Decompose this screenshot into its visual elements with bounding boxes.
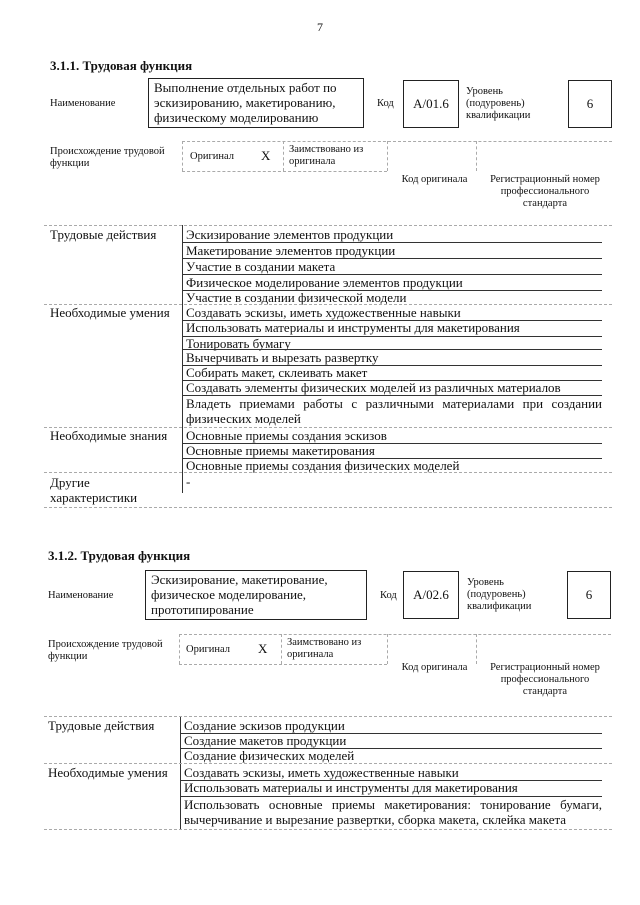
origin-table-top (182, 141, 612, 142)
table-row: Участие в создании физической модели (186, 290, 407, 305)
original-mark: X (261, 148, 271, 163)
origin-table-top (179, 634, 611, 635)
table-row: - (186, 474, 191, 489)
code-original-label: Код оригинала (401, 174, 468, 185)
group-line (44, 472, 612, 473)
table-top (44, 716, 612, 717)
code-value: А/01.6 (403, 80, 459, 128)
original-label: Оригинал (190, 151, 234, 162)
table-top (44, 225, 612, 226)
origin-table-border (182, 141, 183, 171)
group-label: Другие характеристики (50, 475, 138, 505)
table-row: Физическое моделирование элементов продукции (186, 275, 463, 290)
name-value-box (145, 570, 367, 620)
table-row: Эскизирование элементов продукции (186, 227, 394, 242)
group-label: Трудовые действия (48, 718, 155, 733)
origin-table-bottom (182, 171, 387, 172)
section-title: 3.1.2. Трудовая функция (48, 548, 191, 563)
name-label: Наименование (48, 590, 114, 601)
group-label: Необходимые умения (48, 765, 168, 780)
table-row: Создавать элементы физических моделей из различных материалов (186, 380, 561, 395)
group-label: Трудовые действия (50, 227, 157, 242)
origin-divider (387, 634, 388, 664)
table-row: Создавать эскизы, иметь художественные навыки (184, 765, 459, 780)
table-row: Создание физических моделей (184, 748, 355, 763)
origin-divider (281, 634, 282, 664)
section-title: 3.1.1. Трудовая функция (50, 58, 193, 73)
level-value: 6 (568, 80, 612, 128)
table-row: Тонировать бумагу (186, 336, 291, 351)
table-row: Создание макетов продукции (184, 733, 347, 748)
origin-divider (476, 634, 477, 664)
page-number: 7 (317, 20, 323, 34)
borrowed-label: Заимствовано из оригинала (289, 144, 364, 167)
origin-label: Происхождение трудовой функции (48, 639, 163, 662)
borrowed-label: Заимствовано из оригинала (287, 637, 362, 660)
table-row: Макетирование элементов продукции (186, 243, 396, 258)
name-value: Выполнение отдельных работ по эскизированию, макетированию, физическому моделированию (154, 80, 337, 125)
table-row: Основные приемы создания эскизов (186, 428, 387, 443)
original-mark: X (258, 641, 268, 656)
code-original-label: Код оригинала (401, 662, 468, 673)
group-label: Необходимые знания (50, 428, 168, 443)
reg-number-label: Регистрационный номер профессионального стандарта (490, 662, 600, 697)
level-value: 6 (567, 571, 611, 619)
level-label: Уровень (подуровень) квалификации (466, 86, 531, 121)
table-row: Создание эскизов продукции (184, 718, 345, 733)
code-label: Код (380, 590, 397, 601)
origin-label: Происхождение трудовой функции (50, 146, 165, 169)
table-row: Основные приемы макетирования (186, 443, 375, 458)
level-label: Уровень (подуровень) квалификации (467, 577, 532, 612)
name-label: Наименование (50, 98, 116, 109)
table-row: Использовать основные приемы макетирования: тонирование бумаги, вычерчивание и вырезание развертки, сборка макета, склейка макета (184, 797, 602, 827)
code-label: Код (377, 98, 394, 109)
table-row: Основные приемы создания физических моделей (186, 458, 460, 473)
name-value: Эскизирование, макетирование, физическое моделирование, прототипирование (151, 572, 328, 617)
table-column-divider (182, 225, 183, 493)
origin-divider (476, 141, 477, 171)
table-bottom (44, 829, 612, 830)
origin-divider (283, 141, 284, 171)
table-row: Использовать материалы и инструменты для макетирования (186, 320, 520, 335)
table-row: Использовать материалы и инструменты для макетирования (184, 780, 518, 795)
origin-divider (387, 141, 388, 171)
group-line (44, 763, 612, 764)
table-row: Вычерчивать и вырезать развертку (186, 350, 379, 365)
code-value: А/02.6 (403, 571, 459, 619)
reg-number-label: Регистрационный номер профессионального стандарта (490, 174, 600, 209)
name-value-box (148, 78, 364, 128)
table-row: Собирать макет, склеивать макет (186, 365, 368, 380)
table-bottom (44, 507, 612, 508)
group-label: Необходимые умения (50, 305, 170, 320)
table-row: Участие в создании макета (186, 259, 336, 274)
origin-table-border (179, 634, 180, 664)
table-row: Создавать эскизы, иметь художественные навыки (186, 305, 461, 320)
origin-table-bottom (179, 664, 387, 665)
original-label: Оригинал (186, 644, 230, 655)
table-row: Владеть приемами работы с различными материалами при создании физических моделей (186, 396, 602, 426)
